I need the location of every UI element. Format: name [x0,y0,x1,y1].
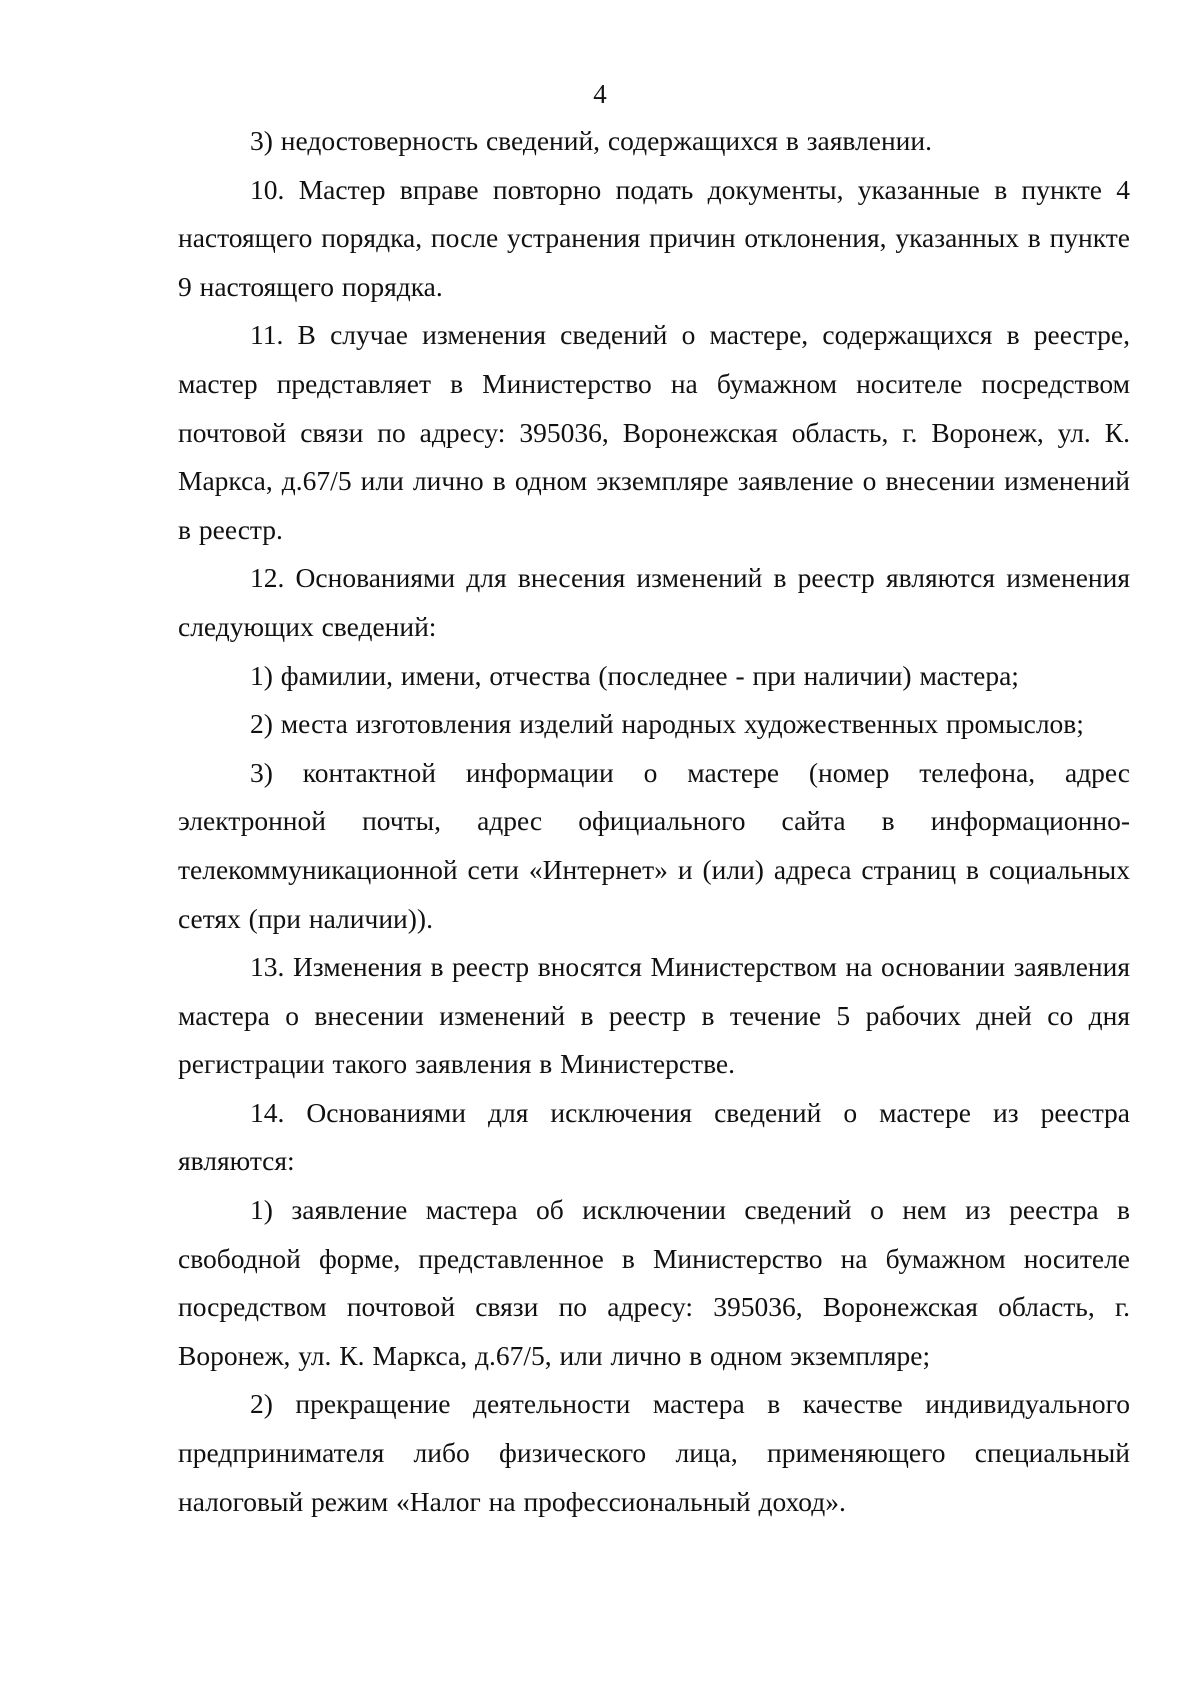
paragraph-12-grounds-for-changes: 12. Основаниями для внесения изменений в реестр являются изменения следующих сведений: [178,562,1130,642]
paragraph-item-3-inaccuracy: 3) недостоверность сведений, содержащихся в заявлении. [250,125,932,156]
paragraph-13-changes-deadline: 13. Изменения в реестр вносятся Министерством на основании заявления мастера о внесении изменений в реестр в течение 5 рабочих дней со дня регистрации такого заявления в Министерстве. [178,951,1130,1080]
paragraph-12-item-2-place: 2) места изготовления изделий народных художественных промыслов; [250,708,1084,740]
page-number: 4 [593,79,607,109]
paragraph-12-item-3-contacts: 3) контактной информации о мастере (номер телефона, адрес электронной почты, адрес официального сайта в информационно-телекоммуникационной сети «Интернет» и (или) адреса страниц в социальных сетях (при наличии)). [178,756,1130,934]
paragraph-14-grounds-for-exclusion: 14. Основаниями для исключения сведений о мастере из реестра являются: [178,1096,1130,1177]
paragraph-10-resubmission: 10. Мастер вправе повторно подать документы, указанные в пункте 4 настоящего порядка, после устранения причин отклонения, указанных в пункте 9 настоящего порядка. [178,173,1130,302]
document-body [178,117,1130,1526]
paragraph-14-item-1-application: 1) заявление мастера об исключении сведений о нем из реестра в свободной форме, представленное в Министерство на бумажном носителе посредством почтовой связи по адресу: 395036, Воронежская область, г. Воронеж, ул. К. Маркса, д.67/5, или лично в одном экземпляре; [178,1194,1130,1371]
paragraph-12-item-1-name: 1) фамилии, имени, отчества (последнее - при наличии) мастера; [250,659,1019,691]
paragraph-14-item-2-termination: 2) прекращение деятельности мастера в качестве индивидуального предпринимателя либо физического лица, применяющего специальный налоговый режим «Налог на профессиональный доход». [178,1388,1130,1517]
paragraph-11-change-of-information: 11. В случае изменения сведений о мастере, содержащихся в реестре, мастер представляет в Министерство на бумажном носителе посредством почтовой связи по адресу: 395036, Воронежская область, г. Воронеж, ул. К. Маркса, д.67/5 или лично в одном экземпляре заявление о внесении изменений в реестр. [178,319,1130,545]
